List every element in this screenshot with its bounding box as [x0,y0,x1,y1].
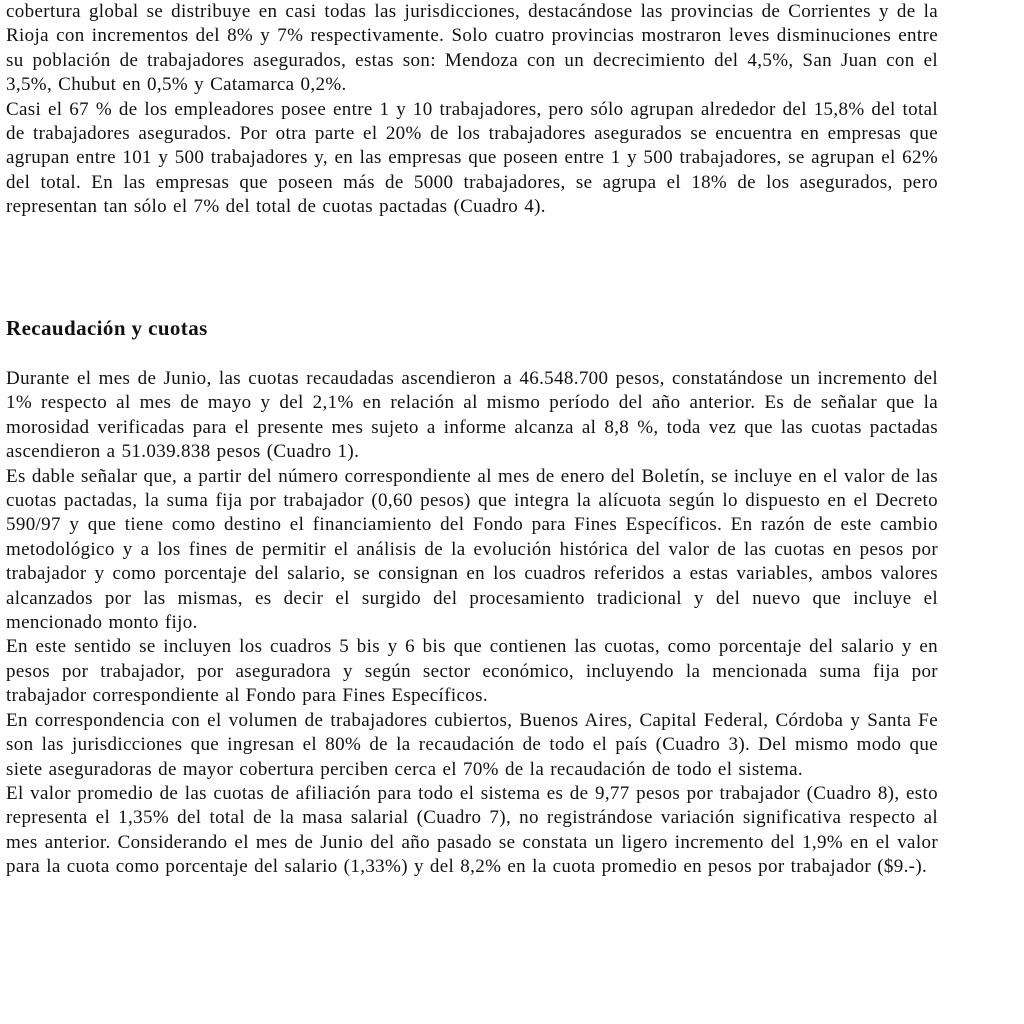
paragraph-bis-tables: En este sentido se incluyen los cuadros 5 bis y 6 bis que contienen las cuotas, como porcentaje del salario y en pesos por trabajador, por aseguradora y según sector económico, incluyendo la mencionada suma fija por trabajador correspondiente al Fondo para Fines Específicos. [6,636,938,707]
paragraph-employers-distribution: Casi el 67 % de los empleadores posee entre 1 y 10 trabajadores, pero sólo agrupan alrededor del 15,8% del total de trabajadores asegurados. Por otra parte el 20% de los trabajadores asegurados se encuentra en empresas que agrupan entre 101 y 500 trabajadores y, en las empresas que poseen entre 1 y 500 trabajadores, se agrupan el 62% del total. En las empresas que poseen más de 5000 trabajadores, se agrupa el 18% de los asegurados, pero representan tan sólo el 7% del total de cuotas pactadas (Cuadro 4). [6,98,938,218]
paragraph-coverage-provinces: cobertura global se distribuye en casi todas las jurisdicciones, destacándose las provincias de Corrientes y de la Rioja con incrementos del 8% y 7% respectivamente. Solo cuatro provincias mostraron leves disminuciones entre su población de trabajadores asegurados, estas son: Mendoza con un decrecimiento del 4,5%, San Juan con el 3,5%, Chubut en 0,5% y Catamarca 0,2%. [6,1,938,96]
paragraph-jurisdictions-collection: En correspondencia con el volumen de trabajadores cubiertos, Buenos Aires, Capital Federal, Córdoba y Santa Fe son las jurisdicciones que ingresan el 80% de la recaudación de todo el país (Cuadro 3). Del mismo modo que siete aseguradoras de mayor cobertura perciben cerca el 70% de la recaudación de todo el sistema. [6,709,938,780]
paragraph-collected-fees: Durante el mes de Junio, las cuotas recaudadas ascendieron a 46.548.700 pesos, constatándose un incremento del 1% respecto al mes de mayo y del 2,1% en relación al mismo período del año anterior. Es de señalar que la morosidad verificadas para el presente mes sujeto a informe alcanza al 8,8 %, toda vez que las cuotas pactadas ascendieron a 51.039.838 pesos (Cuadro 1). [6,368,938,463]
paragraph-average-fee: El valor promedio de las cuotas de afiliación para todo el sistema es de 9,77 pesos por trabajador (Cuadro 8), esto representa el 1,35% del total de la masa salarial (Cuadro 7), no registrándose variación significativa respecto al mes anterior. Considerando el mes de Junio del año pasado se constata un ligero incremento del 1,9% en el valor para la cuota como porcentaje del salario (1,33%) y del 8,2% en la cuota promedio en pesos por trabajador ($9.-). [6,782,938,878]
paragraph-methodology-change: Es dable señalar que, a partir del número correspondiente al mes de enero del Boletín, se incluye en el valor de las cuotas pactadas, la suma fija por trabajador (0,60 pesos) que integra la alícuota según lo dispuesto en el Decreto 590/97 y que tiene como destino el financiamiento del Fondo para Fines Específicos. En razón de este cambio metodológico y a los fines de permitir el análisis de la evolución histórica del valor de las cuotas en pesos por trabajador y como porcentaje del salario, se consignan en los cuadros referidos a estas variables, ambos valores alcanzados por las mismas, es decir el surgido del procesamiento tradicional y del nuevo que incluye el mencionado monto fijo. [6,465,938,634]
section-text-block [6,367,938,880]
intro-text-block [6,0,938,220]
section-heading: Recaudación y cuotas [6,316,208,340]
